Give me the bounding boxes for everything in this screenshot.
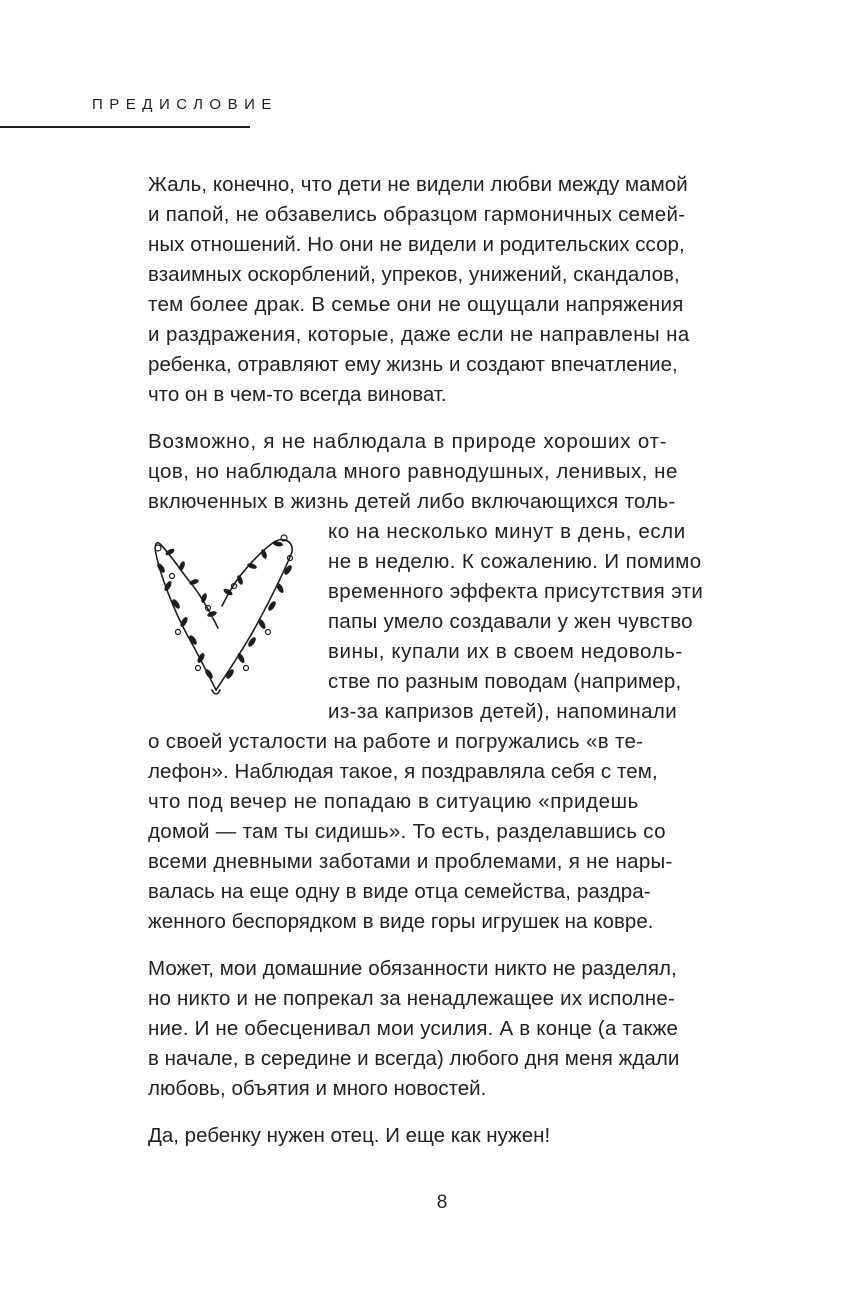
header-rule bbox=[0, 126, 250, 128]
text-line: ных отношений. Но они не видели и родительских ссор, bbox=[148, 233, 685, 256]
text-line: лефон». Наблюдая такое, я поздравляла себя с тем, bbox=[148, 760, 658, 783]
text-line: ние. И не обесценивал мои усилия. А в конце (а также bbox=[148, 1017, 679, 1040]
text-line: временного эффекта присутствия эти bbox=[328, 580, 704, 603]
text-line: что под вечер не попадаю в ситуацию «придешь bbox=[148, 790, 639, 813]
text-line: Возможно, я не наблюдала в природе хороших от- bbox=[148, 430, 668, 453]
text-line: валась на еще одну в виде отца семейства, раздра- bbox=[148, 880, 651, 903]
text-line: о своей усталости на работе и погружались «в те- bbox=[148, 730, 644, 753]
text-line: всеми дневными заботами и проблемами, я не нары- bbox=[148, 850, 673, 873]
text-line: и раздражения, которые, даже если не направлены на bbox=[148, 323, 690, 346]
text-line: цов, но наблюдала много равнодушных, ленивых, не bbox=[148, 460, 678, 483]
text-line: ко на несколько минут в день, если bbox=[328, 520, 686, 543]
text-line: женного беспорядком в виде горы игрушек на ковре. bbox=[148, 910, 654, 933]
text-line: папы умело создавали у жен чувство bbox=[328, 610, 693, 633]
text-line: включенных в жизнь детей либо включающихся толь- bbox=[148, 490, 676, 513]
text-line: ребенка, отравляют ему жизнь и создают впечатление, bbox=[148, 353, 678, 376]
running-header: ПРЕДИСЛОВИЕ bbox=[92, 96, 278, 113]
text-line: что он в чем-то всегда виноват. bbox=[148, 383, 447, 406]
text-line: из-за капризов детей), напоминали bbox=[328, 700, 678, 723]
text-line: не в неделю. К сожалению. И помимо bbox=[328, 550, 702, 573]
page-number: 8 bbox=[436, 1192, 448, 1213]
text-line: Жаль, конечно, что дети не видели любви между мамой bbox=[148, 173, 688, 196]
text-line: тем более драк. В семье они не ощущали напряжения bbox=[148, 293, 684, 316]
text-line: Да, ребенку нужен отец. И еще как нужен! bbox=[148, 1124, 551, 1147]
text-line: но никто и не попрекал за ненадлежащее их исполне- bbox=[148, 987, 676, 1010]
text-line: Может, мои домашние обязанности никто не разделял, bbox=[148, 957, 677, 980]
text-line: и папой, не обзавелись образцом гармоничных семей- bbox=[148, 203, 686, 226]
heart-wreath-icon bbox=[148, 528, 300, 700]
text-line: взаимных оскорблений, упреков, унижений, скандалов, bbox=[148, 263, 680, 286]
text-line: любовь, объятия и много новостей. bbox=[148, 1077, 487, 1100]
text-line: вины, купали их в своем недоволь- bbox=[328, 640, 683, 663]
text-line: домой — там ты сидишь». То есть, разделавшись со bbox=[148, 820, 666, 843]
text-line: в начале, в середине и всегда) любого дня меня ждали bbox=[148, 1047, 680, 1070]
text-line: стве по разным поводам (например, bbox=[328, 670, 682, 693]
